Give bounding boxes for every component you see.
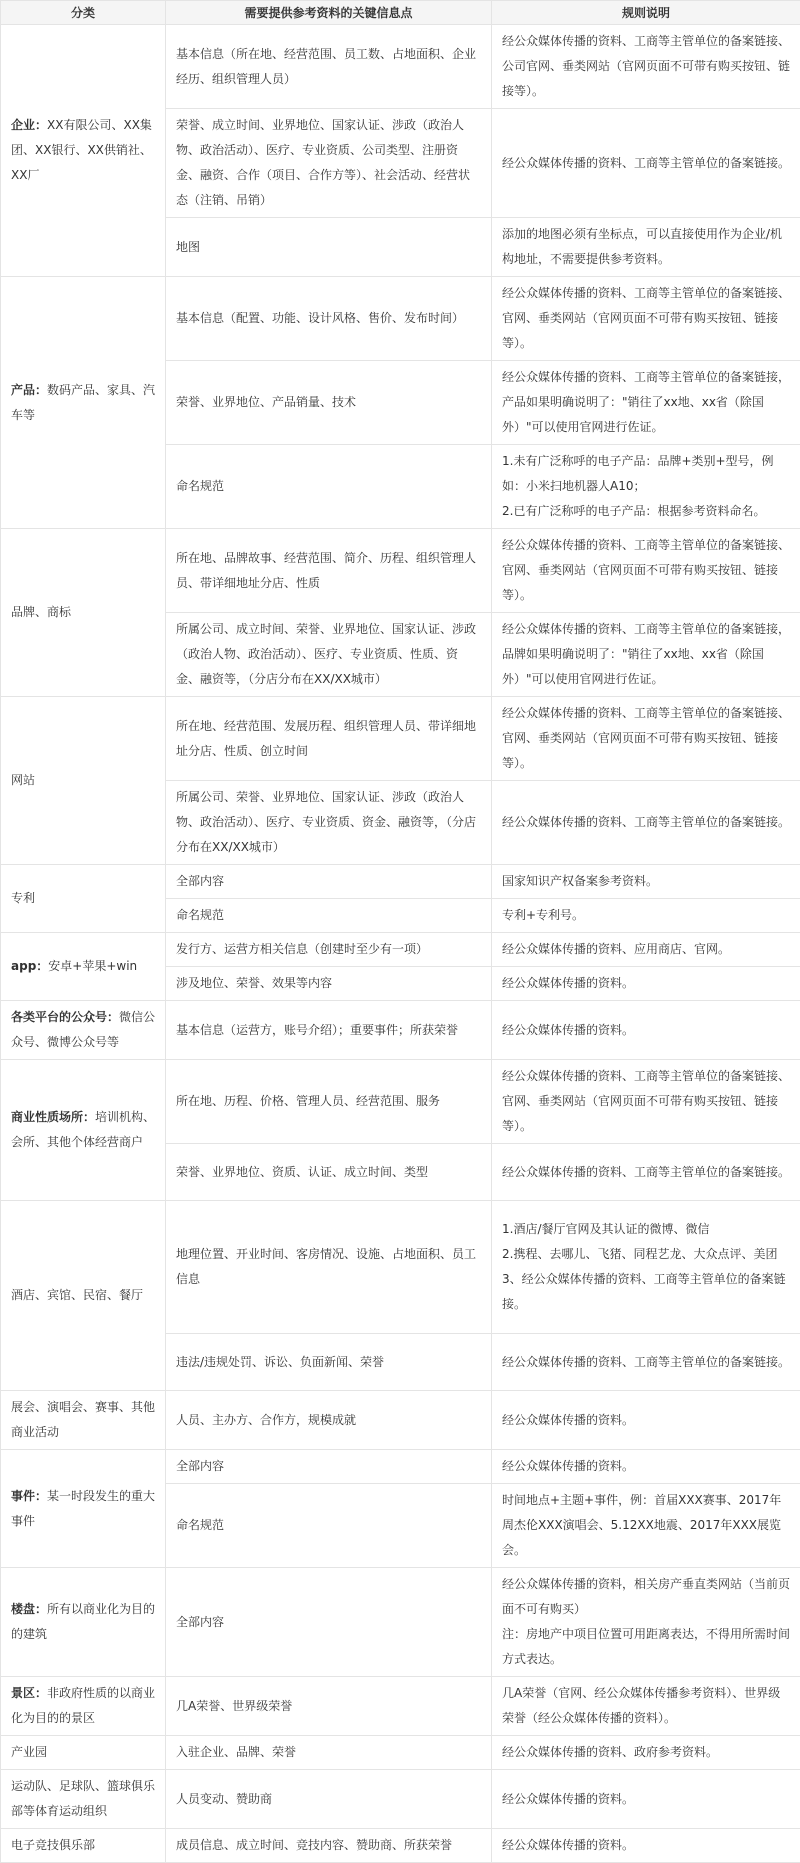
category-title: 商业性质场所: [11, 1110, 83, 1124]
key-info-cell: 命名规范: [166, 899, 492, 933]
rule-cell: 经公众媒体传播的资料、工商等主管单位的备案链接，产品如果明确说明了："销往了xx地、xx省（除国外）"可以使用官网进行佐证。: [492, 361, 800, 445]
category-cell: [1, 1001, 166, 1060]
category-cell: [1, 1770, 166, 1829]
rule-cell: 经公众媒体传播的资料、工商等主管单位的备案链接、官网、垂类网站（官网页面不可带有购买按钮、链接等）。: [492, 1060, 800, 1144]
category-description: 安卓+苹果+win: [48, 959, 137, 973]
category-separator: ：: [35, 383, 47, 397]
category-description: 品牌、商标: [11, 605, 71, 619]
rule-cell: 时间地点+主题+事件，例：首届XXX赛事、2017年周杰伦XXX演唱会、5.12XX地震、2017年XXX展览会。: [492, 1484, 800, 1568]
category-description: 所有以商业化为目的的建筑: [11, 1602, 155, 1641]
category-cell: [1, 1677, 166, 1736]
rule-cell: 经公众媒体传播的资料、工商等主管单位的备案链接、公司官网、垂类网站（官网页面不可带有购买按钮、链接等）。: [492, 25, 800, 109]
category-description: 某一时段发生的重大事件: [11, 1489, 155, 1528]
table-row: [1, 25, 800, 109]
key-info-cell: 所在地、经营范围、发展历程、组织管理人员、带详细地址分店、性质、创立时间: [166, 697, 492, 781]
rule-cell: 经公众媒体传播的资料。: [492, 1770, 800, 1829]
key-info-cell: 基本信息（运营方，账号介绍）；重要事件；所获荣誉: [166, 1001, 492, 1060]
category-title: 事件: [11, 1489, 35, 1503]
category-title: 产品: [11, 383, 35, 397]
category-separator: ：: [35, 1489, 47, 1503]
header-key-info: 需要提供参考资料的关键信息点: [166, 1, 492, 25]
rule-cell: 1.酒店/餐厅官网及其认证的微博、微信 2.携程、去哪儿、飞猪、同程艺龙、大众点评、美团 3、经公众媒体传播的资料、工商等主管单位的备案链接。: [492, 1201, 800, 1334]
rule-cell: 经公众媒体传播的资料、应用商店、官网。: [492, 933, 800, 967]
key-info-cell: 地图: [166, 218, 492, 277]
key-info-cell: 违法/违规处罚、诉讼、负面新闻、荣誉: [166, 1334, 492, 1391]
key-info-cell: 全部内容: [166, 1450, 492, 1484]
category-separator: ：: [35, 1686, 47, 1700]
category-description: 电子竞技俱乐部: [11, 1838, 95, 1852]
category-cell: [1, 933, 166, 1001]
rule-cell: 经公众媒体传播的资料。: [492, 967, 800, 1001]
table-row: [1, 1450, 800, 1484]
header-rule: 规则说明: [492, 1, 800, 25]
header-category: 分类: [1, 1, 166, 25]
key-info-cell: 荣誉、成立时间、业界地位、国家认证、涉政（政治人物、政治活动）、医疗、专业资质、公司类型、注册资金、融资、合作（项目、合作方等）、社会活动、经营状态（注销、吊销）: [166, 109, 492, 218]
key-info-cell: 基本信息（配置、功能、设计风格、售价、发布时间）: [166, 277, 492, 361]
key-info-cell: 基本信息（所在地、经营范围、员工数、占地面积、企业经历、组织管理人员）: [166, 25, 492, 109]
category-separator: ：: [107, 1010, 119, 1024]
table-row: [1, 1568, 800, 1677]
rule-cell: 经公众媒体传播的资料，相关房产垂直类网站（当前页面不可有购买） 注：房地产中项目位置可用距离表达，不得用所需时间方式表达。: [492, 1568, 800, 1677]
key-info-cell: 所在地、历程、价格、管理人员、经营范围、服务: [166, 1060, 492, 1144]
key-info-cell: 涉及地位、荣誉、效果等内容: [166, 967, 492, 1001]
category-description: 非政府性质的以商业化为目的的景区: [11, 1686, 155, 1725]
table-row: [1, 1391, 800, 1450]
key-info-cell: 成员信息、成立时间、竞技内容、赞助商、所获荣誉: [166, 1829, 492, 1863]
table-row: [1, 933, 800, 967]
rule-cell: 添加的地图必须有坐标点，可以直接使用作为企业/机构地址，不需要提供参考资料。: [492, 218, 800, 277]
table-row: [1, 865, 800, 899]
rule-cell: 经公众媒体传播的资料、工商等主管单位的备案链接、官网、垂类网站（官网页面不可带有购买按钮、链接等）。: [492, 529, 800, 613]
category-cell: [1, 1568, 166, 1677]
category-title: 楼盘: [11, 1602, 35, 1616]
table-row: [1, 529, 800, 613]
table-row: [1, 1770, 800, 1829]
rule-cell: 经公众媒体传播的资料。: [492, 1391, 800, 1450]
key-info-cell: 几A荣誉、世界级荣誉: [166, 1677, 492, 1736]
key-info-cell: 发行方、运营方相关信息（创建时至少有一项）: [166, 933, 492, 967]
category-description: 展会、演唱会、赛事、其他商业活动: [11, 1400, 155, 1439]
key-info-cell: 人员、主办方、合作方，规模成就: [166, 1391, 492, 1450]
category-description: 酒店、宾馆、民宿、餐厅: [11, 1288, 143, 1302]
key-info-cell: 全部内容: [166, 865, 492, 899]
key-info-cell: 命名规范: [166, 445, 492, 529]
rule-cell: 经公众媒体传播的资料、工商等主管单位的备案链接。: [492, 1334, 800, 1391]
table-row: [1, 1060, 800, 1144]
category-separator: ：: [83, 1110, 95, 1124]
category-cell: [1, 1391, 166, 1450]
key-info-cell: 荣誉、业界地位、产品销量、技术: [166, 361, 492, 445]
category-description: 培训机构、会所、其他个体经营商户: [11, 1110, 155, 1149]
table-row: [1, 1829, 800, 1863]
rule-cell: 几A荣誉（官网、经公众媒体传播参考资料）、世界级荣誉（经公众媒体传播的资料）。: [492, 1677, 800, 1736]
rule-cell: 经公众媒体传播的资料、工商等主管单位的备案链接。: [492, 109, 800, 218]
category-description: 数码产品、家具、汽车等: [11, 383, 155, 422]
rule-cell: 经公众媒体传播的资料、工商等主管单位的备案链接、官网、垂类网站（官网页面不可带有购买按钮、链接等）。: [492, 697, 800, 781]
table-row: [1, 1736, 800, 1770]
key-info-cell: 所在地、品牌故事、经营范围、简介、历程、组织管理人员、带详细地址分店、性质: [166, 529, 492, 613]
category-description: XX有限公司、XX集团、XX银行、XX供销社、XX厂: [11, 118, 152, 182]
rule-cell: 经公众媒体传播的资料、政府参考资料。: [492, 1736, 800, 1770]
category-cell: [1, 1829, 166, 1863]
category-cell: [1, 1736, 166, 1770]
rule-cell: 国家知识产权备案参考资料。: [492, 865, 800, 899]
category-cell: [1, 1060, 166, 1201]
category-cell: [1, 1450, 166, 1568]
key-info-cell: 人员变动、赞助商: [166, 1770, 492, 1829]
category-separator: ：: [36, 959, 48, 973]
key-info-cell: 所属公司、成立时间、荣誉、业界地位、国家认证、涉政（政治人物、政治活动）、医疗、专业资质、性质、资金、融资等，（分店分布在XX/XX城市）: [166, 613, 492, 697]
key-info-cell: 地理位置、开业时间、客房情况、设施、占地面积、员工信息: [166, 1201, 492, 1334]
category-cell: [1, 1201, 166, 1391]
key-info-cell: 所属公司、荣誉、业界地位、国家认证、涉政（政治人物、政治活动）、医疗、专业资质、资金、融资等，（分店分布在XX/XX城市）: [166, 781, 492, 865]
rule-cell: 专利+专利号。: [492, 899, 800, 933]
category-description: 专利: [11, 891, 35, 905]
category-title: 景区: [11, 1686, 35, 1700]
category-title: 各类平台的公众号: [11, 1010, 107, 1024]
category-separator: ：: [35, 1602, 47, 1616]
table-header-row: [1, 1, 800, 25]
table-row: [1, 1677, 800, 1736]
category-title: app: [11, 959, 36, 973]
table-row: [1, 1001, 800, 1060]
category-cell: [1, 277, 166, 529]
rule-cell: 经公众媒体传播的资料。: [492, 1829, 800, 1863]
category-title: 企业: [11, 118, 35, 132]
key-info-cell: 全部内容: [166, 1568, 492, 1677]
table-row: [1, 697, 800, 781]
category-cell: [1, 529, 166, 697]
rule-cell: 经公众媒体传播的资料、工商等主管单位的备案链接，品牌如果明确说明了："销往了xx地、xx省（除国外）"可以使用官网进行佐证。: [492, 613, 800, 697]
rule-cell: 1.未有广泛称呼的电子产品：品牌+类别+型号，例如：小米扫地机器人A10； 2.已有广泛称呼的电子产品：根据参考资料命名。: [492, 445, 800, 529]
key-info-cell: 命名规范: [166, 1484, 492, 1568]
category-description: 运动队、足球队、篮球俱乐部等体育运动组织: [11, 1779, 155, 1818]
category-cell: [1, 865, 166, 933]
rule-cell: 经公众媒体传播的资料、工商等主管单位的备案链接、官网、垂类网站（官网页面不可带有购买按钮、链接等）。: [492, 277, 800, 361]
table-row: [1, 277, 800, 361]
category-description: 产业园: [11, 1745, 47, 1759]
category-description: 网站: [11, 773, 35, 787]
rule-cell: 经公众媒体传播的资料、工商等主管单位的备案链接。: [492, 1144, 800, 1201]
category-cell: [1, 25, 166, 277]
key-info-cell: 入驻企业、品牌、荣誉: [166, 1736, 492, 1770]
table-body: [1, 25, 800, 1863]
category-cell: [1, 697, 166, 865]
rule-cell: 经公众媒体传播的资料、工商等主管单位的备案链接。: [492, 781, 800, 865]
category-description: 微信公众号、微博公众号等: [11, 1010, 155, 1049]
rule-cell: 经公众媒体传播的资料。: [492, 1001, 800, 1060]
table-row: [1, 1201, 800, 1334]
rule-cell: 经公众媒体传播的资料。: [492, 1450, 800, 1484]
key-info-cell: 荣誉、业界地位、资质、认证、成立时间、类型: [166, 1144, 492, 1201]
category-separator: ：: [35, 118, 47, 132]
